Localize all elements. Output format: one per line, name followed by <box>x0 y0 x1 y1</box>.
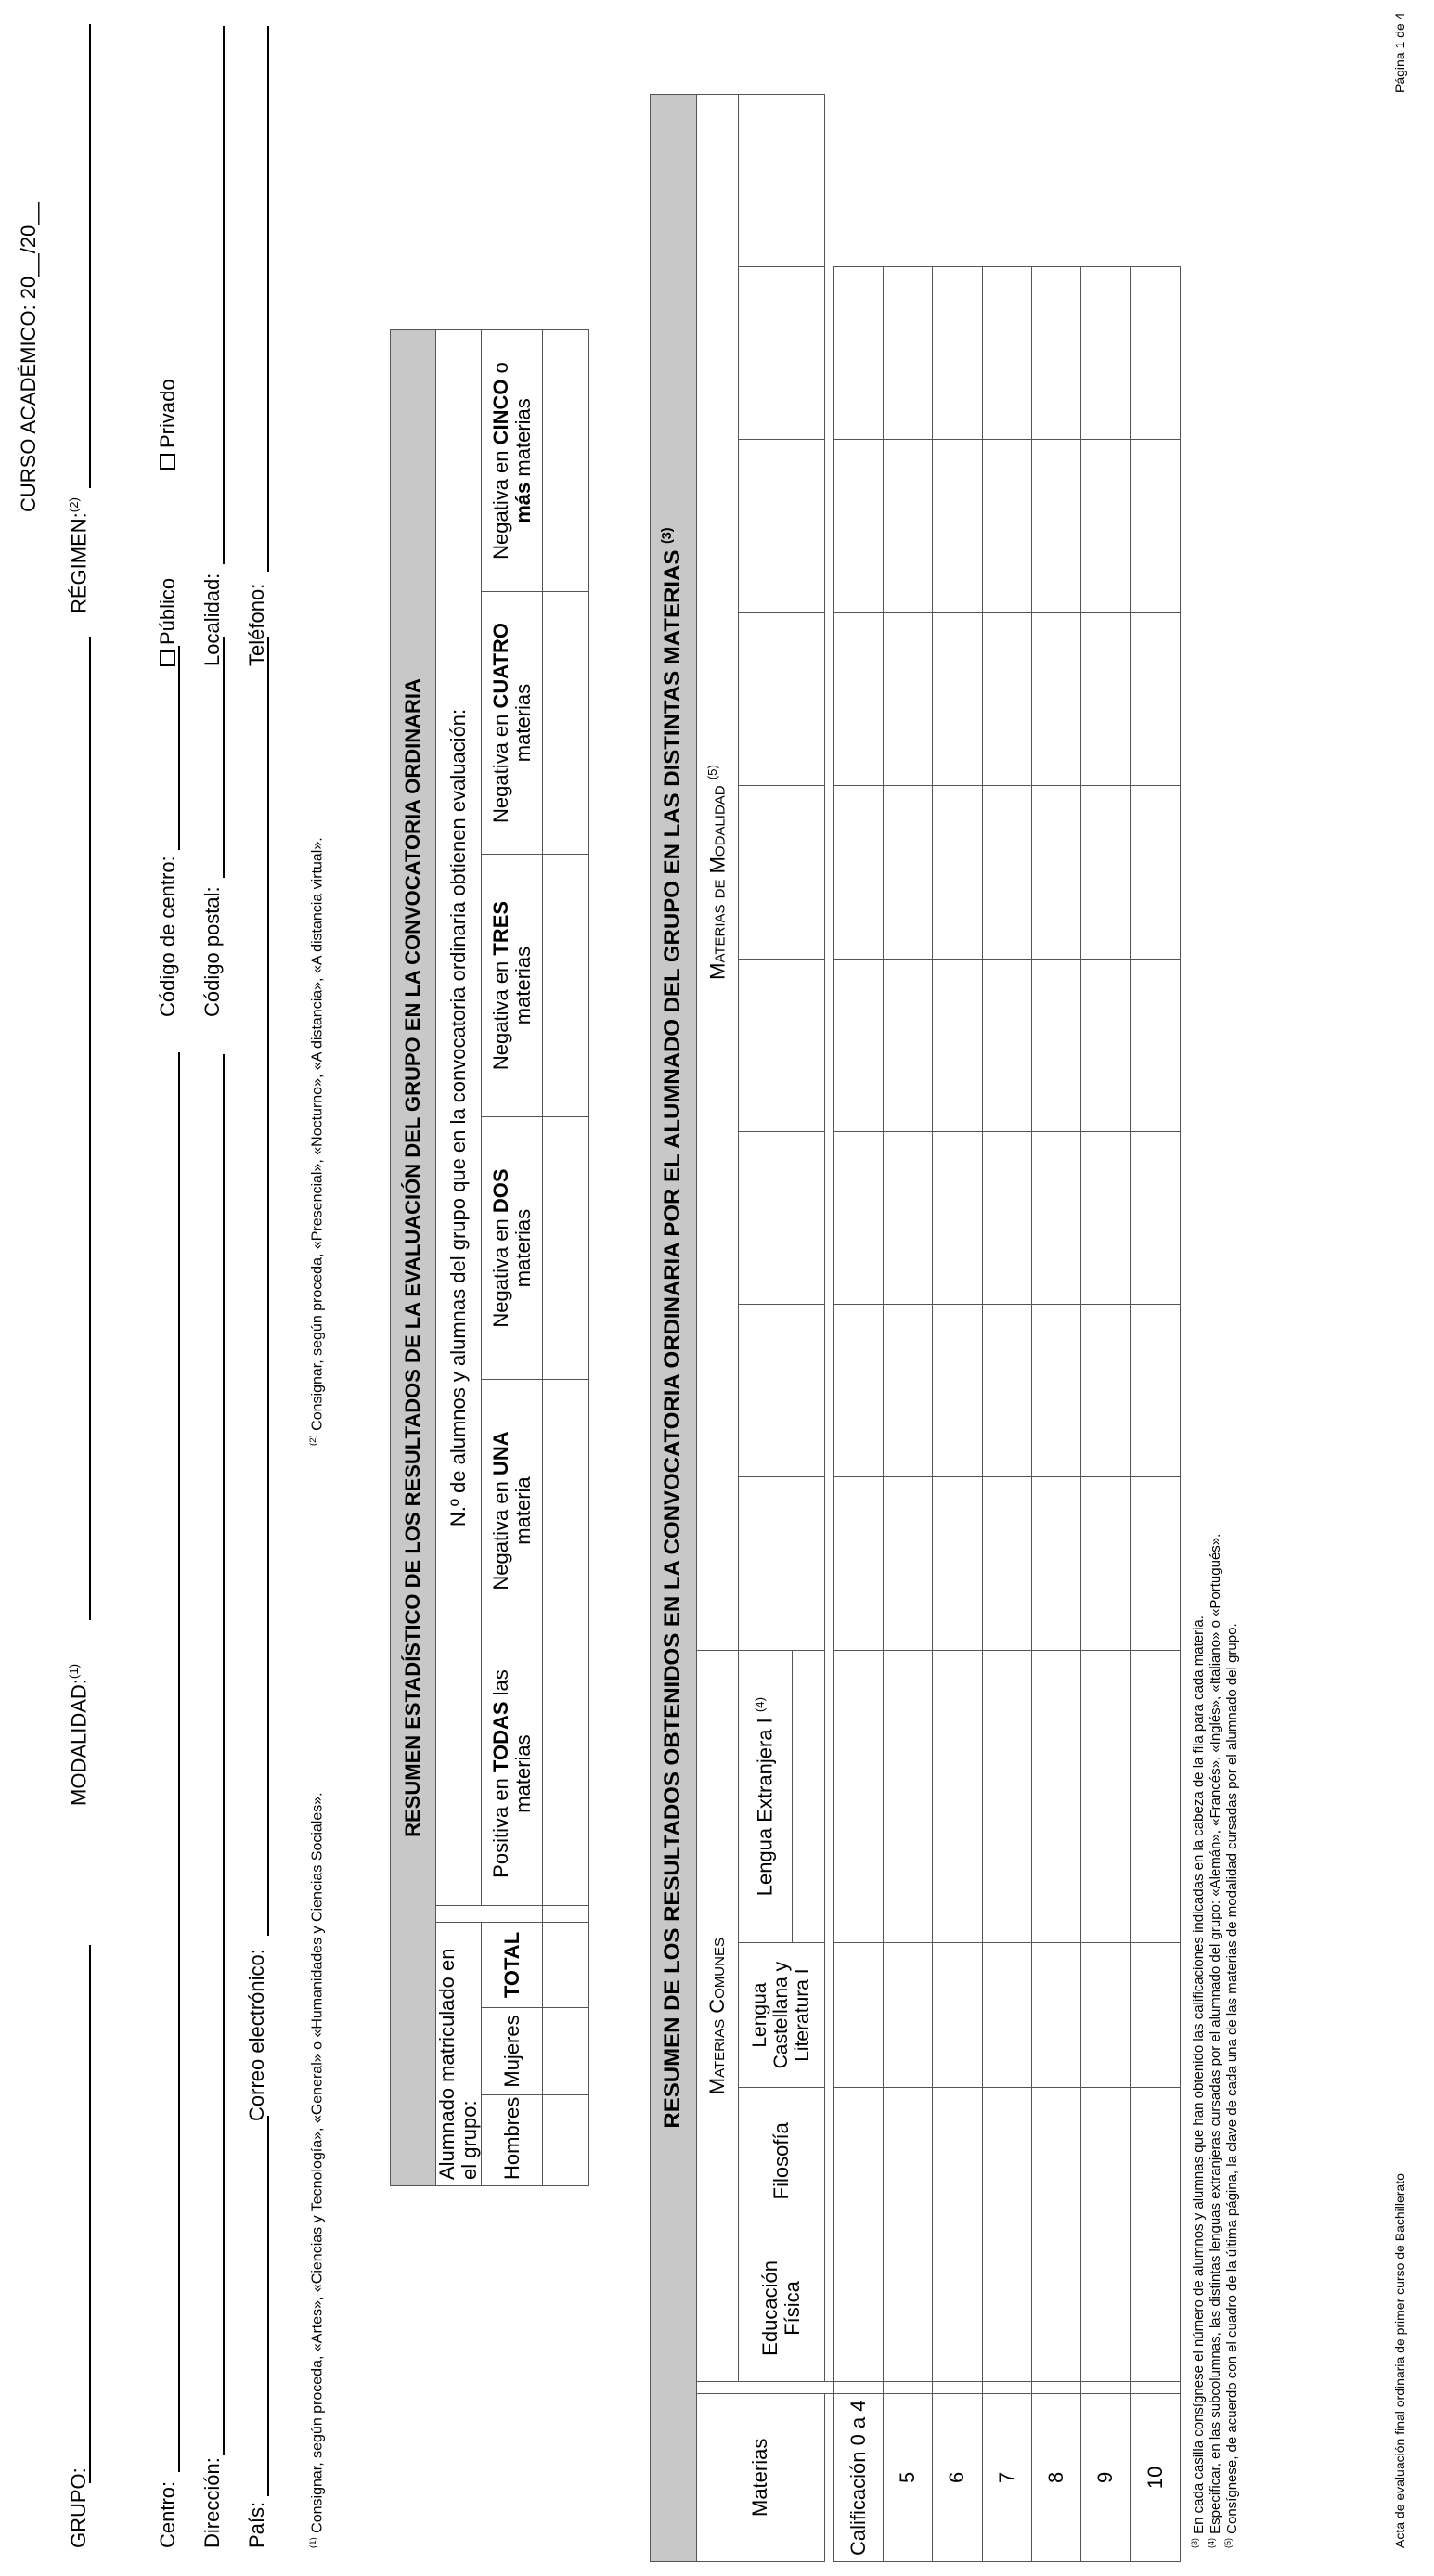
result-cell[interactable] <box>1032 1304 1081 1477</box>
table-gap-row <box>824 266 833 2561</box>
result-cell[interactable] <box>1081 959 1130 1132</box>
privado-option[interactable]: Privado <box>156 379 180 470</box>
result-cell[interactable] <box>833 1943 883 2088</box>
result-cell[interactable] <box>884 1132 933 1304</box>
materias-comunes-header: Materias Comunes <box>697 1650 739 2381</box>
result-cell[interactable] <box>933 1304 982 1477</box>
result-cell[interactable] <box>982 1797 1031 1943</box>
curso-academico: CURSO ACADÉMICO: 20__/20__ <box>17 202 40 512</box>
result-cell[interactable] <box>982 2382 1031 2393</box>
result-cell[interactable] <box>1081 440 1130 613</box>
result-cell[interactable] <box>1130 959 1180 1132</box>
privado-checkbox[interactable] <box>160 454 175 470</box>
codigo-centro-label: Código de centro: <box>156 856 179 1017</box>
result-cell[interactable] <box>1032 1797 1081 1943</box>
result-cell[interactable] <box>884 2382 933 2393</box>
row-label: 5 <box>884 2393 933 2561</box>
mujeres-header: Mujeres <box>482 2008 543 2095</box>
result-cell[interactable] <box>1130 1304 1180 1477</box>
result-cell[interactable] <box>1130 266 1180 440</box>
matriculado-header: Alumnado matriculado en el grupo: <box>436 1923 482 2186</box>
result-cell[interactable] <box>833 440 883 613</box>
direccion-label: Dirección: <box>200 2457 224 2548</box>
lengua-extranjera-sub-1[interactable] <box>792 1797 824 1943</box>
result-cell[interactable] <box>833 612 883 786</box>
modalidad-line[interactable] <box>89 637 91 1620</box>
row-label: 7 <box>982 2393 1031 2561</box>
table-row <box>933 95 982 2562</box>
result-cell[interactable] <box>884 959 933 1132</box>
row-label: 8 <box>1032 2393 1081 2561</box>
centro-label: Centro: <box>156 2480 179 2548</box>
direccion-line[interactable] <box>223 1054 225 2455</box>
results-table <box>650 94 1181 2562</box>
modalidad-sub-7[interactable] <box>739 440 824 613</box>
result-cell[interactable] <box>833 786 883 960</box>
result-cell[interactable] <box>933 1650 982 1797</box>
hombres-cell[interactable] <box>543 2095 589 2186</box>
result-cell[interactable] <box>1032 2235 1081 2382</box>
negativa-dos-cell[interactable] <box>543 1117 589 1380</box>
result-cell[interactable] <box>982 440 1031 613</box>
note-5: $^{(5)}$ Consígnese, de acuerdo con el cuadro de la última página, la clave de cada una de las materias de modalidad cursadas por el alumnado del grupo. <box>1223 1623 1240 2548</box>
result-cell[interactable] <box>1081 1132 1130 1304</box>
modalidad-sub-3[interactable] <box>739 1132 824 1304</box>
result-cell[interactable] <box>1130 1132 1180 1304</box>
codigo-centro-line[interactable] <box>178 646 180 850</box>
result-cell[interactable] <box>982 1132 1031 1304</box>
table-row <box>833 95 883 2562</box>
spacer-cell <box>543 1906 589 1923</box>
positiva-cell[interactable] <box>543 1642 589 1906</box>
spacer-cell <box>436 1906 543 1923</box>
results-body <box>833 95 1180 2562</box>
result-cell[interactable] <box>884 1477 933 1651</box>
negativa-cinco-header: Negativa en CINCO o más materias <box>482 329 543 591</box>
result-cell[interactable] <box>1130 1650 1180 1797</box>
result-cell[interactable] <box>1081 1650 1130 1797</box>
pais-label: País: <box>245 2501 268 2548</box>
result-cell[interactable] <box>833 2235 883 2382</box>
result-cell[interactable] <box>982 1304 1031 1477</box>
negativa-dos-header: Negativa en DOS materias <box>482 1117 543 1380</box>
result-cell[interactable] <box>933 786 982 960</box>
materias-header: Materias <box>697 2393 824 2561</box>
result-cell[interactable] <box>1032 266 1081 440</box>
result-cell[interactable] <box>1032 2382 1081 2393</box>
footer-left: Acta de evaluación final ordinaria de primer curso de Bachillerato <box>1392 2173 1407 2548</box>
result-cell[interactable] <box>1130 2235 1180 2382</box>
table-row <box>1130 95 1180 2562</box>
lengua-extranjera-sub-2[interactable] <box>792 1650 824 1797</box>
results-title: RESUMEN DE LOS RESULTADOS OBTENIDOS EN LA CONVOCATORIA ORDINARIA POR EL ALUMNADO DEL GRUPO EN LAS DISTINTAS MATERIAS $^{(3)}$ <box>651 95 697 2562</box>
educacion-fisica-header: Educación Física <box>739 2235 824 2382</box>
result-cell[interactable] <box>982 612 1031 786</box>
result-cell[interactable] <box>833 1797 883 1943</box>
result-cell[interactable] <box>833 2087 883 2235</box>
result-cell[interactable] <box>933 2087 982 2235</box>
correo-label: Correo electrónico: <box>245 1949 268 2121</box>
table-row <box>1081 95 1130 2562</box>
result-cell[interactable] <box>982 959 1031 1132</box>
footer-right: Página 1 de 4 <box>1392 12 1407 93</box>
result-cell[interactable] <box>884 1650 933 1797</box>
result-cell[interactable] <box>1081 266 1130 440</box>
evaluacion-header: N.º de alumnos y alumnas del grupo que en la convocatoria ordinaria obtienen evaluación: <box>436 329 482 1905</box>
result-cell[interactable] <box>982 2235 1031 2382</box>
result-cell[interactable] <box>933 959 982 1132</box>
result-cell[interactable] <box>1130 2087 1180 2235</box>
codigo-postal-line[interactable] <box>223 637 225 878</box>
correo-line[interactable] <box>267 637 269 1936</box>
grupo-label: GRUPO: <box>67 2467 90 2548</box>
result-cell[interactable] <box>1032 612 1081 786</box>
result-cell[interactable] <box>884 1797 933 1943</box>
result-cell[interactable] <box>1032 1650 1081 1797</box>
centro-line[interactable] <box>178 1052 180 2472</box>
publico-checkbox[interactable] <box>160 650 175 666</box>
result-cell[interactable] <box>1032 1943 1081 2088</box>
negativa-cuatro-cell[interactable] <box>543 592 589 855</box>
result-cell[interactable] <box>833 1132 883 1304</box>
result-cell[interactable] <box>833 959 883 1132</box>
total-cell[interactable] <box>543 1923 589 2008</box>
result-cell[interactable] <box>1130 1943 1180 2088</box>
result-cell[interactable] <box>884 440 933 613</box>
row-label: Calificación 0 a 4 <box>833 2393 883 2561</box>
result-cell[interactable] <box>982 266 1031 440</box>
result-cell[interactable] <box>1081 1943 1130 2088</box>
modalidad-sub-2[interactable] <box>739 1304 824 1477</box>
result-cell[interactable] <box>884 266 933 440</box>
note-4: $^{(4)}$ Especificar, en las subcolumnas, las distintas lenguas extranjeras cursadas por el alumnado del grupo: «Alemán», «Francés», «Inglés», «Italiano» o «Portugués». <box>1207 1533 1223 2548</box>
result-cell[interactable] <box>933 2382 982 2393</box>
summary-title: RESUMEN ESTADÍSTICO DE LOS RESULTADOS DE LA EVALUACIÓN DEL GRUPO EN LA CONVOCATORIA ORDINARIA <box>391 329 436 2185</box>
modalidad-sub-9[interactable] <box>739 95 824 267</box>
negativa-tres-header: Negativa en TRES materias <box>482 855 543 1117</box>
note-1: $^{(1)}$ Consignar, según proceda, «Artes», «Ciencias y Tecnología», «General» o «Humanidades y Ciencias Sociales». <box>308 1792 326 2548</box>
result-cell[interactable] <box>933 612 982 786</box>
row-label: 6 <box>933 2393 982 2561</box>
materias-modalidad-header: Materias de Modalidad $^{(5)}$ <box>697 95 739 1651</box>
publico-option[interactable]: Público <box>156 578 180 666</box>
result-cell[interactable] <box>1130 612 1180 786</box>
summary-table <box>390 329 589 2186</box>
modalidad-sub-8[interactable] <box>739 266 824 440</box>
result-cell[interactable] <box>833 1650 883 1797</box>
codigo-postal-label: Código postal: <box>200 886 224 1017</box>
regimen-line[interactable] <box>89 24 91 488</box>
result-cell[interactable] <box>982 2087 1031 2235</box>
negativa-cinco-cell[interactable] <box>543 329 589 591</box>
grupo-line[interactable] <box>89 1945 91 2483</box>
modalidad-sub-4[interactable] <box>739 959 824 1132</box>
result-cell[interactable] <box>1032 2087 1081 2235</box>
localidad-label: Localidad: <box>200 573 224 666</box>
result-cell[interactable] <box>833 1477 883 1651</box>
result-cell[interactable] <box>1032 1477 1081 1651</box>
table-row <box>884 95 933 2562</box>
mujeres-cell[interactable] <box>543 2008 589 2095</box>
lengua-castellana-header: Lengua Castellana y Literatura I <box>739 1943 824 2088</box>
hombres-header: Hombres <box>482 2095 543 2186</box>
pais-line[interactable] <box>267 2116 269 2496</box>
result-cell[interactable] <box>1081 2087 1130 2235</box>
result-cell[interactable] <box>933 1132 982 1304</box>
localidad-line[interactable] <box>223 26 225 564</box>
result-cell[interactable] <box>1032 1132 1081 1304</box>
result-cell[interactable] <box>1081 1304 1130 1477</box>
row-label: 10 <box>1130 2393 1180 2561</box>
result-cell[interactable] <box>884 1943 933 2088</box>
result-cell[interactable] <box>1130 440 1180 613</box>
result-cell[interactable] <box>884 2235 933 2382</box>
result-cell[interactable] <box>1032 786 1081 960</box>
negativa-cuatro-header: Negativa en CUATRO materias <box>482 592 543 855</box>
result-cell[interactable] <box>982 1650 1031 1797</box>
result-cell[interactable] <box>1032 440 1081 613</box>
modalidad-sub-1[interactable] <box>739 1477 824 1651</box>
result-cell[interactable] <box>1081 1797 1130 1943</box>
regimen-label: RÉGIMEN:$^{(2)}$ <box>67 497 91 613</box>
result-cell[interactable] <box>982 786 1031 960</box>
total-header: TOTAL <box>482 1923 543 2008</box>
result-cell[interactable] <box>982 1943 1031 2088</box>
result-cell[interactable] <box>1081 1477 1130 1651</box>
result-cell[interactable] <box>933 2235 982 2382</box>
result-cell[interactable] <box>1081 612 1130 786</box>
result-cell[interactable] <box>833 1304 883 1477</box>
result-cell[interactable] <box>1081 2382 1130 2393</box>
table-row <box>1032 95 1081 2562</box>
lengua-extranjera-header: Lengua Extranjera I $^{(4)}$ <box>739 1650 792 1942</box>
telefono-label: Teléfono: <box>245 583 268 666</box>
result-cell[interactable] <box>884 1304 933 1477</box>
result-cell[interactable] <box>1130 786 1180 960</box>
result-cell[interactable] <box>1032 959 1081 1132</box>
note-2: $^{(2)}$ Consignar, según proceda, «Presencial», «Nocturno», «A distancia», «A distancia virtual». <box>308 837 326 1446</box>
modalidad-sub-5[interactable] <box>739 786 824 960</box>
result-cell[interactable] <box>833 266 883 440</box>
result-cell[interactable] <box>933 1797 982 1943</box>
telefono-line[interactable] <box>267 26 269 572</box>
note-3: $^{(3)}$ En cada casilla consígnese el número de alumnos y alumnas que han obtenido las calificaciones indicadas en la cabeza de la fila para cada materia. <box>1190 1616 1207 2548</box>
result-cell[interactable] <box>1081 2235 1130 2382</box>
result-cell[interactable] <box>933 440 982 613</box>
positiva-header: Positiva en TODAS las materias <box>482 1642 543 1906</box>
result-cell[interactable] <box>982 1477 1031 1651</box>
result-cell[interactable] <box>833 2382 883 2393</box>
modalidad-sub-6[interactable] <box>739 612 824 786</box>
negativa-una-header: Negativa en UNA materia <box>482 1380 543 1642</box>
result-cell[interactable] <box>884 612 933 786</box>
filosofia-header: Filosofía <box>739 2087 824 2235</box>
table-row <box>982 95 1031 2562</box>
gap-column <box>697 2382 834 2393</box>
result-cell[interactable] <box>884 786 933 960</box>
modalidad-label: MODALIDAD:$^{(1)}$ <box>67 1663 91 1806</box>
result-cell[interactable] <box>933 266 982 440</box>
row-label: 9 <box>1081 2393 1130 2561</box>
negativa-tres-cell[interactable] <box>543 855 589 1117</box>
negativa-una-cell[interactable] <box>543 1380 589 1642</box>
result-cell[interactable] <box>1130 1797 1180 1943</box>
result-cell[interactable] <box>884 2087 933 2235</box>
result-cell[interactable] <box>1130 1477 1180 1651</box>
result-cell[interactable] <box>933 1943 982 2088</box>
result-cell[interactable] <box>1130 2382 1180 2393</box>
result-cell[interactable] <box>933 1477 982 1651</box>
result-cell[interactable] <box>1081 786 1130 960</box>
